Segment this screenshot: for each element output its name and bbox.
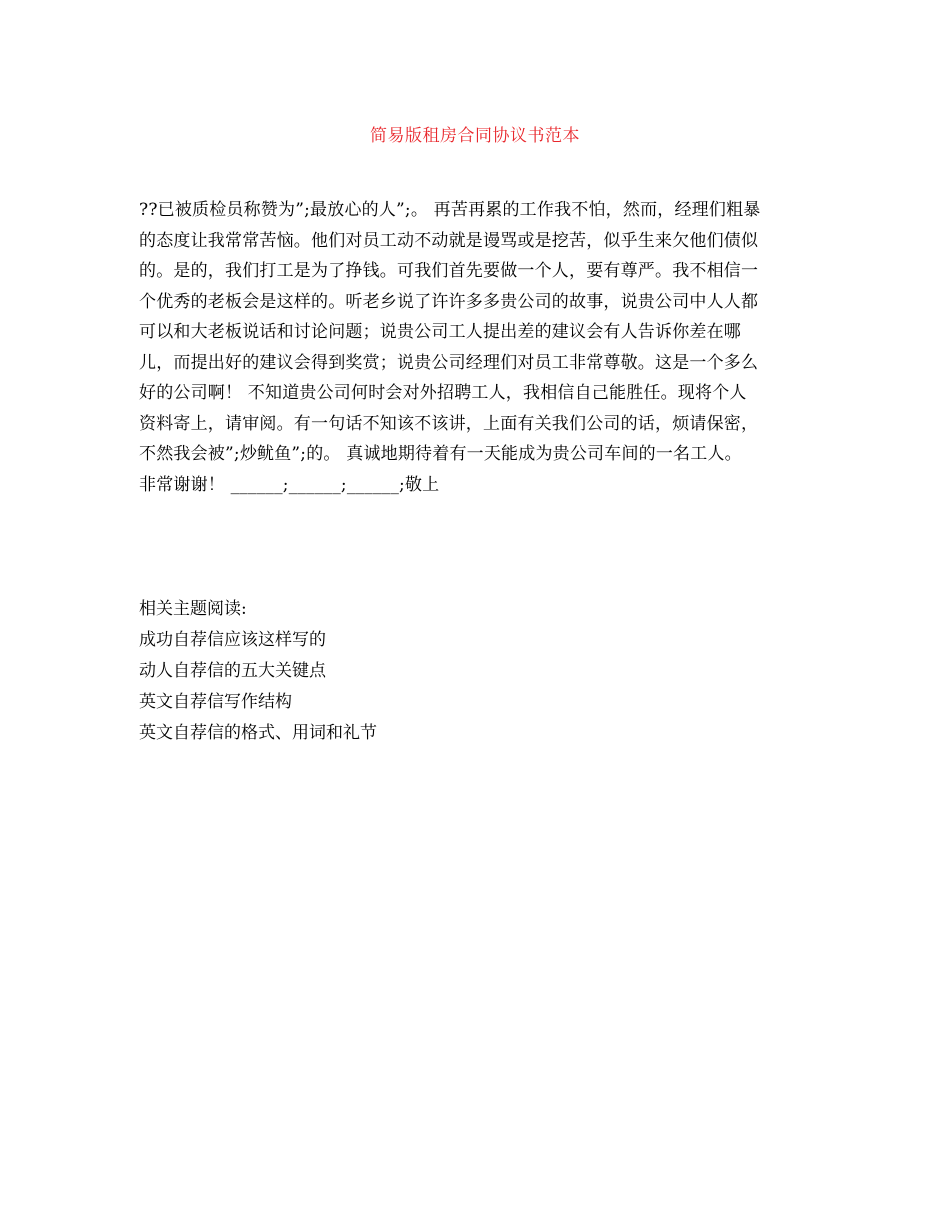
body-line: ??已被质检员称赞为”;最放心的人”;。 再苦再累的工作我不怕，然而，经理们粗暴 [139, 200, 761, 220]
document-title: 简易版租房合同协议书范本 [370, 126, 580, 146]
body-line: 的态度让我常常苦恼。他们对员工动不动就是谩骂或是挖苦，似乎生来欠他们债似 [139, 230, 759, 251]
body-line: 好的公司啊！ 不知道贵公司何时会对外招聘工人，我相信自己能胜任。现将个人 [139, 383, 747, 403]
body-line: 可以和大老板说话和讨论问题；说贵公司工人提出差的建议会有人告诉你差在哪 [139, 322, 741, 342]
related-item: 动人自荐信的五大关键点 [139, 661, 326, 681]
body-line: 不然我会被”;炒鱿鱼”;的。 真诚地期待着有一天能成为贵公司车间的一名工人。 [139, 444, 742, 464]
related-section [139, 594, 819, 749]
related-item: 成功自荐信应该这样写的 [139, 630, 326, 650]
body-line: 个优秀的老板会是这样的。听老乡说了许许多多贵公司的故事，说贵公司中人人都 [139, 291, 759, 312]
body-line: 的。是的，我们打工是为了挣钱。可我们首先要做一个人，要有尊严。我不相信一 [139, 261, 759, 281]
related-list [139, 625, 819, 749]
body-line: 儿，而提出好的建议会得到奖赏；说贵公司经理们对员工非常尊敬。这是一个多么 [139, 352, 759, 373]
body-line: 资料寄上，请审阅。有一句话不知该不该讲，上面有关我们公司的话，烦请保密， [139, 413, 759, 434]
related-item: 英文自荐信写作结构 [139, 692, 292, 712]
body-line: 非常谢谢！ ______;______;______;敬上 [139, 474, 440, 495]
related-heading: 相关主题阅读: [139, 599, 247, 619]
related-item: 英文自荐信的格式、用词和礼节 [139, 723, 377, 743]
document-body [139, 195, 819, 500]
